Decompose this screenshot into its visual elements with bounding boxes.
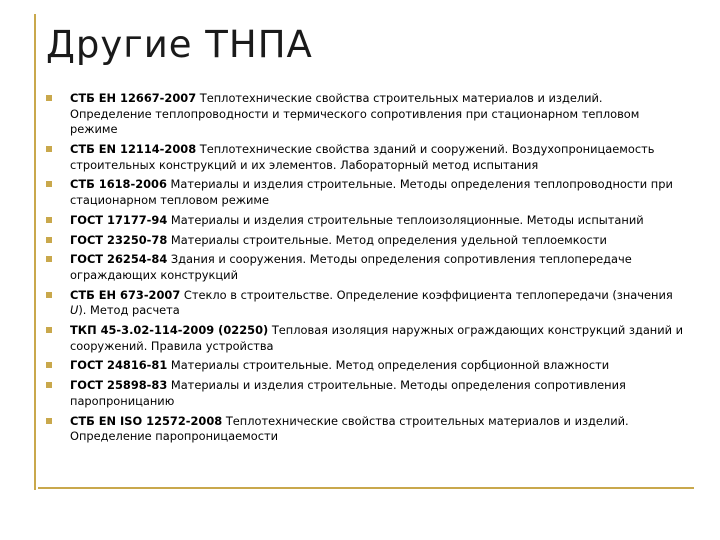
square-bullet-icon [46,95,52,101]
square-bullet-icon [46,256,52,262]
list-item [46,177,684,208]
list-item [46,358,684,374]
list-item [46,213,684,229]
standard-code: СТБ ЕН 673-2007 [70,287,181,302]
square-bullet-icon [46,327,52,333]
standard-description: Материалы и изделия строительные теплоизоляционные. Методы испытаний [167,212,644,227]
standard-description: Материалы и изделия строительные. Методы определения сопротивления паропроницанию [70,378,626,408]
standard-description: Теплотехнические свойства строительных материалов и изделий. Определение паропроницаемости [70,413,629,444]
standards-list [46,91,684,449]
standard-description-tail: ). Метод расчета [78,303,180,318]
list-item [46,378,684,409]
list-item [46,142,684,173]
standard-code: ГОСТ 17177-94 [70,212,168,227]
standard-description: Стекло в строительстве. Определение коэффициента теплопередачи (значения [180,287,673,302]
standard-description: Здания и сооружения. Методы определения сопротивления теплопередаче ограждающих конструкций [70,252,632,282]
standard-code: СТБ EN ISO 12572-2008 [70,413,223,428]
list-item [46,288,684,319]
list-item [46,252,684,283]
list-item [46,323,684,354]
standard-code: СТБ EN 12114-2008 [70,141,197,156]
standard-code: СТБ ЕН 12667-2007 [70,91,197,105]
standard-code: СТБ 1618-2006 [70,177,167,192]
standard-description: Теплотехнические свойства зданий и сооружений. Воздухопроницаемость строительных конструкций и их элементов. Лабораторный метод испытания [70,141,655,172]
square-bullet-icon [46,292,52,298]
list-item [46,414,684,445]
square-bullet-icon [46,362,52,368]
symbol-u: U [70,303,79,318]
bottom-decorative-rule [38,487,694,489]
standard-description: Материалы и изделия строительные. Методы определения теплопроводности при стационарном тепловом режиме [70,177,673,207]
left-decorative-rule [34,14,36,490]
standard-description: Материалы строительные. Метод определения сорбционной влажности [167,358,610,373]
standard-code: ГОСТ 23250-78 [70,232,168,247]
square-bullet-icon [46,181,52,187]
standard-description: Теплотехнические свойства строительных материалов и изделий. Определение теплопроводности и термического сопротивления при стационарном тепловом режиме [70,91,640,137]
square-bullet-icon [46,418,52,424]
square-bullet-icon [46,382,52,388]
standard-code: ГОСТ 26254-84 [70,252,168,267]
standard-code: ГОСТ 25898-83 [70,378,168,393]
square-bullet-icon [46,217,52,223]
standard-description: Материалы строительные. Метод определения удельной теплоемкости [167,232,607,247]
slide-title: Другие ТНПА [46,23,313,66]
list-item [46,91,684,138]
standard-description: Тепловая изоляция наружных ограждающих конструкций зданий и сооружений. Правила устройства [70,323,684,353]
list-item [46,233,684,249]
square-bullet-icon [46,146,52,152]
standard-code: ТКП 45-3.02-114-2009 (02250) [70,323,269,338]
square-bullet-icon [46,237,52,243]
standard-code: ГОСТ 24816-81 [70,358,168,373]
